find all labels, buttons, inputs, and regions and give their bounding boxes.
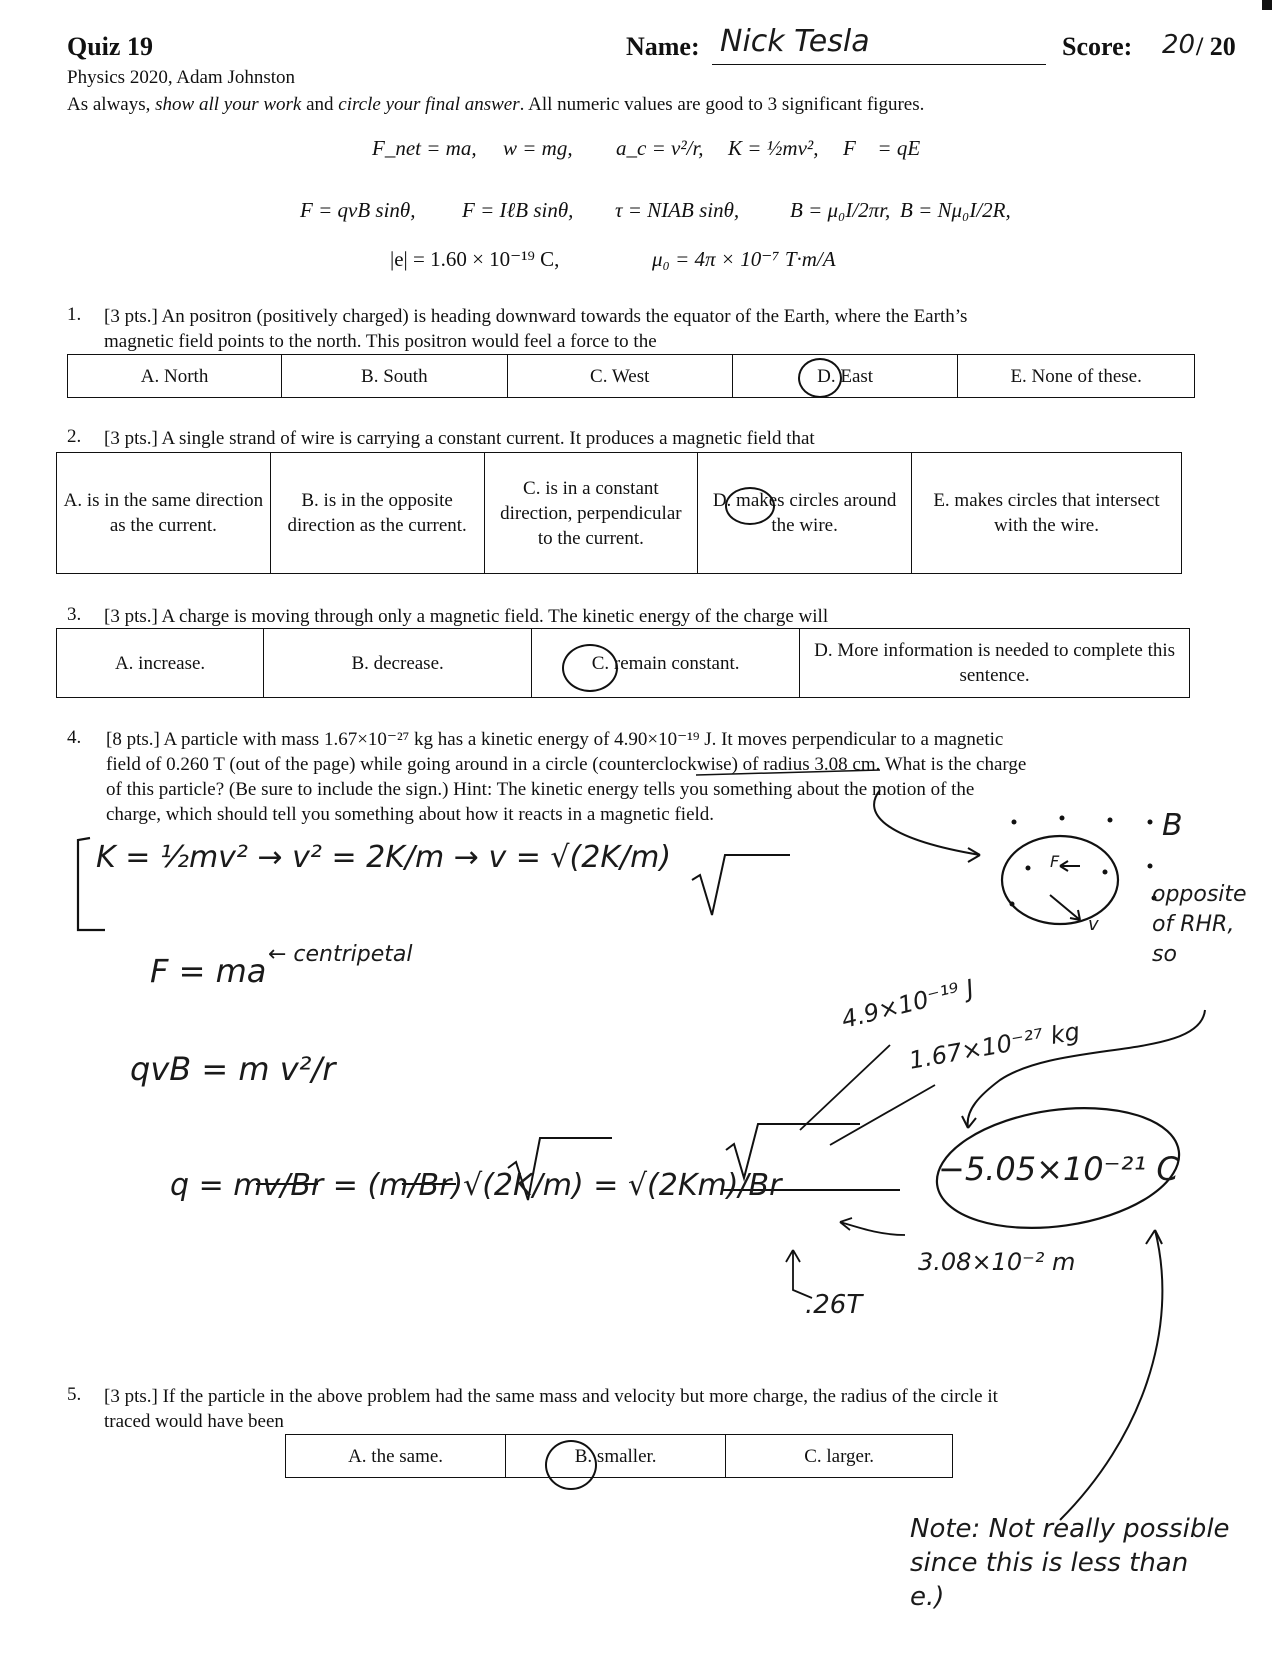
name-label: Name: [626, 32, 700, 61]
score-label: Score: [1062, 32, 1133, 61]
formula-qvb: F = qvB sinθ, [300, 198, 416, 222]
formula-mu0: μ₀ = 4π × 10⁻⁷ T·m/A [652, 247, 836, 271]
rhr-note: opposite of RHR, so [1152, 882, 1247, 967]
instr-and: and [301, 94, 339, 115]
q3-option-d[interactable]: D. More information is needed to complete this sentence. [800, 629, 1190, 698]
q2-number: 2. [67, 426, 82, 447]
q2-text: [3 pts.] A single strand of wire is carrying a constant current. It produces a magnetic field that [104, 428, 815, 449]
q2-option-a[interactable]: A. is in the same direction as the current. [57, 453, 271, 574]
instr-suffix: . All numeric values are good to 3 significant figures. [519, 94, 925, 115]
q3-option-b[interactable]: B. decrease. [264, 629, 532, 698]
work-line4: q = mv/Br = (m/Br)√(2K/m) = √(2Km)/Br [170, 1168, 782, 1203]
q3-option-a[interactable]: A. increase. [57, 629, 264, 698]
q4-number: 4. [67, 727, 82, 748]
formula-torque: τ = NIAB sinθ, [615, 198, 740, 222]
q2-option-d[interactable]: D. makes circles around the wire. [698, 453, 912, 574]
formula-fnet: F_net = ma, [372, 136, 477, 160]
diagram-f-label: F [1050, 852, 1060, 871]
q1-text-line1: [3 pts.] An positron (positively charged) is heading downward towards the equator of the Earth, where the Earth’s [104, 306, 968, 327]
instr-show: show all your work [155, 94, 302, 115]
score-value: 20 [1162, 30, 1196, 60]
score-total: / 20 [1196, 32, 1236, 61]
formula-electric-force: F⃗ = qE⃗ [843, 136, 937, 160]
instr-prefix: As always, [67, 94, 156, 115]
instr-circle: circle your final answer [338, 94, 520, 115]
formula-loop-field: B = Nμ₀I/2R, [900, 198, 1011, 222]
work-centripetal: ← centripetal [268, 942, 413, 967]
q1-option-e[interactable]: E. None of these. [958, 355, 1195, 398]
q3-text: [3 pts.] A charge is moving through only a magnetic field. The kinetic energy of the charge will [104, 606, 829, 627]
formula-ilb: F = IℓB sinθ, [462, 198, 574, 222]
q1-option-c[interactable]: C. West [507, 355, 732, 398]
q4-text-line3: of this particle? (Be sure to include the sign.) Hint: The kinetic energy tells you something about the motion of the [106, 779, 975, 800]
q4-text-line4: charge, which should tell you something about how it reacts in a magnetic field. [106, 804, 715, 825]
work-line1: K = ½mv² → v² = 2K/m → v = √(2K/m) [96, 840, 672, 875]
q4-text-line1: [8 pts.] A particle with mass 1.67×10⁻²⁷ kg has a kinetic energy of 4.90×10⁻¹⁹ J. It moves perpendicular to a magnetic [106, 729, 1004, 750]
work-answer: −5.05×10⁻²¹ C [938, 1150, 1179, 1188]
q3-option-c[interactable]: C. remain constant. [532, 629, 800, 698]
value-field: .26T [805, 1290, 863, 1320]
q2-option-e[interactable]: E. makes circles that intersect with the wire. [912, 453, 1182, 574]
q5-answer-circle [545, 1440, 597, 1490]
q5-option-b[interactable]: B. smaller. [506, 1435, 726, 1478]
q3-number: 3. [67, 604, 82, 625]
final-note: Note: Not really possible since this is less than e.) [910, 1514, 1230, 1612]
work-line3: qvB = m v²/r [130, 1050, 336, 1088]
value-mass: 1.67×10⁻²⁷ kg [906, 1017, 1082, 1075]
value-radius: 3.08×10⁻² m [918, 1248, 1076, 1276]
q4-text-line2: field of 0.260 T (out of the page) while going around in a circle (counterclockwise) of radius 3.08 cm. What is the charge [106, 754, 1027, 775]
q1-option-b[interactable]: B. South [282, 355, 507, 398]
diagram-v-label: v [1088, 914, 1099, 935]
q5-option-c[interactable]: C. larger. [726, 1435, 953, 1478]
quiz-title: Quiz 19 [67, 32, 153, 61]
formula-wire-field: B = μ₀I/2πr, [790, 198, 891, 222]
q5-options [285, 1434, 953, 1478]
q2-option-b[interactable]: B. is in the opposite direction as the current. [270, 453, 484, 574]
q5-number: 5. [67, 1384, 82, 1405]
course-line: Physics 2020, Adam Johnston [67, 67, 296, 88]
formula-centripetal: a_c = v²/r, [616, 136, 704, 160]
q5-text-line2: traced would have been [104, 1411, 284, 1432]
q5-option-a[interactable]: A. the same. [286, 1435, 506, 1478]
q1-number: 1. [67, 304, 82, 325]
q5-text-line1: [3 pts.] If the particle in the above problem had the same mass and velocity but more charge, the radius of the circle it [104, 1386, 998, 1407]
diagram-b-label: B [1162, 808, 1183, 843]
formula-weight: w = mg, [503, 136, 573, 160]
q1-option-d-label: D. East [817, 365, 874, 387]
formula-kinetic: K = ½mv², [728, 136, 819, 160]
student-name: Nick Tesla [720, 24, 870, 59]
q1-text-line2: magnetic field points to the north. This positron would feel a force to the [104, 331, 657, 352]
q1-option-a[interactable]: A. North [68, 355, 282, 398]
value-kinetic: 4.9×10⁻¹⁹ J [838, 974, 977, 1034]
q2-option-c[interactable]: C. is in a constant direction, perpendicular to the current. [484, 453, 698, 574]
work-line2: F = ma [150, 952, 267, 990]
formula-electron-charge: |e| = 1.60 × 10⁻¹⁹ C, [390, 247, 560, 271]
